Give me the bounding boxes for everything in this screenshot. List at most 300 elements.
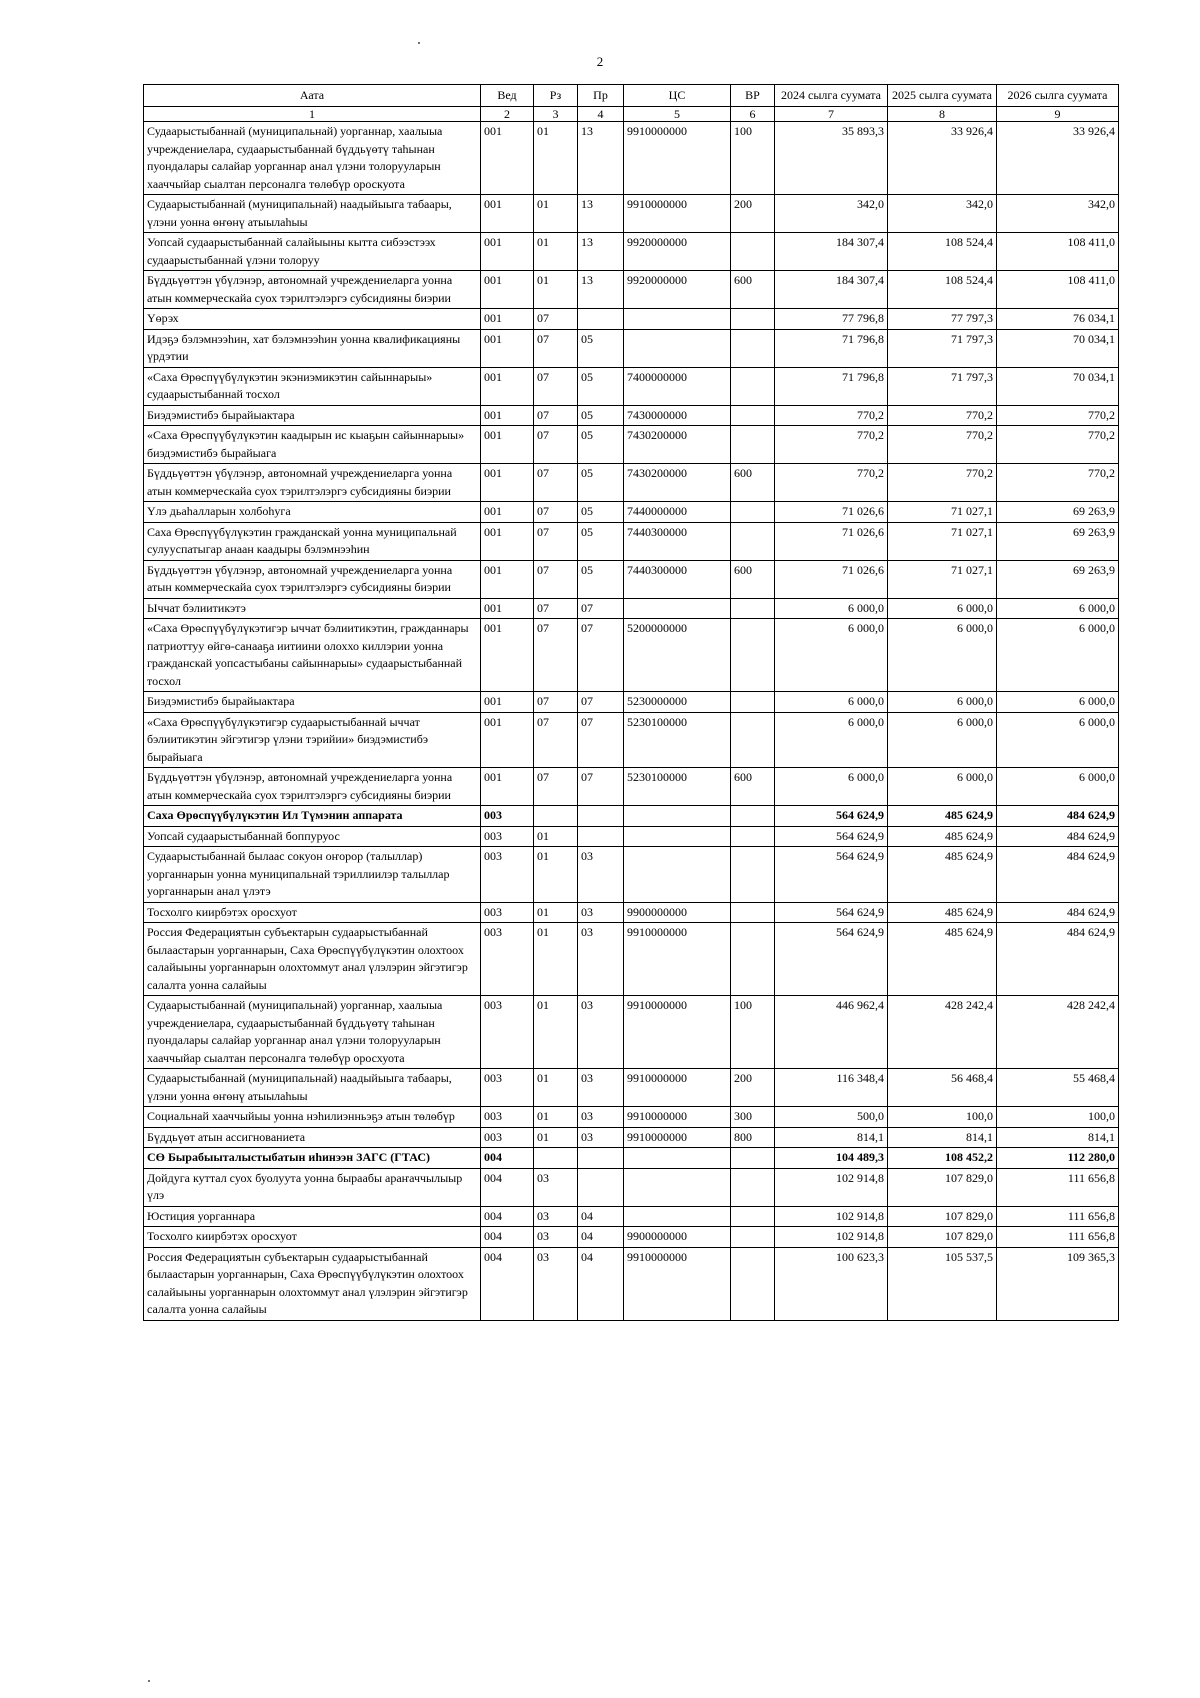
cell-cs xyxy=(624,329,731,367)
cell-pr: 13 xyxy=(578,271,624,309)
cell-2026: 55 468,4 xyxy=(997,1069,1119,1107)
cell-2026: 100,0 xyxy=(997,1107,1119,1128)
cell-name: Судаарыстыбаннай былаас сокуон оҥорор (талыллар) уорганнарын уонна муниципальнай тэриллиилэр талыллар уорганнарын анал үлэтэ xyxy=(144,847,481,903)
cell-ved: 001 xyxy=(481,367,534,405)
cell-2025: 6 000,0 xyxy=(888,598,997,619)
cell-ved: 001 xyxy=(481,768,534,806)
cell-ved: 001 xyxy=(481,619,534,692)
cell-2025: 814,1 xyxy=(888,1127,997,1148)
header-row xyxy=(144,85,1119,107)
cell-cs xyxy=(624,1206,731,1227)
cell-ved: 001 xyxy=(481,598,534,619)
cell-2026: 484 624,9 xyxy=(997,902,1119,923)
cell-2025: 107 829,0 xyxy=(888,1227,997,1248)
cell-vr xyxy=(731,598,775,619)
cell-rz: 07 xyxy=(534,502,578,523)
header-pr: Пр xyxy=(578,85,624,107)
cell-ved: 001 xyxy=(481,309,534,330)
cell-cs: 9920000000 xyxy=(624,271,731,309)
cell-name: Дойдуга куттал суох буолуута уонна быраабы араҥаччылыыр үлэ xyxy=(144,1168,481,1206)
cell-name: Уопсай судаарыстыбаннай салайыыны кытта сибээстээх судаарыстыбаннай үлэни толоруу xyxy=(144,233,481,271)
cell-name: Бүддьүөттэн үбүлэнэр, автономнай учреждениеларга уонна атын коммерческайа суох тэрилтэлэргэ субсидияны биэрии xyxy=(144,560,481,598)
cell-ved: 001 xyxy=(481,692,534,713)
cell-ved: 001 xyxy=(481,271,534,309)
cell-2026: 33 926,4 xyxy=(997,122,1119,195)
cell-pr: 03 xyxy=(578,1069,624,1107)
cell-2024: 71 796,8 xyxy=(775,367,888,405)
cell-pr: 04 xyxy=(578,1227,624,1248)
cell-rz: 07 xyxy=(534,692,578,713)
cell-cs: 9910000000 xyxy=(624,1247,731,1320)
cell-cs: 5230100000 xyxy=(624,768,731,806)
cell-2025: 105 537,5 xyxy=(888,1247,997,1320)
cell-2024: 104 489,3 xyxy=(775,1148,888,1169)
cell-pr xyxy=(578,1168,624,1206)
cell-2026: 770,2 xyxy=(997,464,1119,502)
table-row xyxy=(144,195,1119,233)
cell-2026: 342,0 xyxy=(997,195,1119,233)
cell-2026: 6 000,0 xyxy=(997,619,1119,692)
cell-vr: 600 xyxy=(731,560,775,598)
cell-2026: 108 411,0 xyxy=(997,233,1119,271)
cell-vr xyxy=(731,692,775,713)
cell-name: Юстиция уорганнара xyxy=(144,1206,481,1227)
header-2024: 2024 сылга суумата xyxy=(775,85,888,107)
cell-2025: 71 797,3 xyxy=(888,367,997,405)
cell-2024: 446 962,4 xyxy=(775,996,888,1069)
header-ved: Вед xyxy=(481,85,534,107)
cell-ved: 001 xyxy=(481,712,534,768)
cell-pr: 13 xyxy=(578,233,624,271)
cell-2026: 484 624,9 xyxy=(997,826,1119,847)
cell-vr xyxy=(731,712,775,768)
cell-vr xyxy=(731,1206,775,1227)
cell-rz: 01 xyxy=(534,902,578,923)
cell-pr xyxy=(578,826,624,847)
column-number: 4 xyxy=(578,107,624,122)
cell-name: Саха Өрөспүүбүлүкэтин Ил Түмэнин аппарата xyxy=(144,806,481,827)
cell-2026: 111 656,8 xyxy=(997,1168,1119,1206)
cell-ved: 003 xyxy=(481,923,534,996)
cell-pr: 07 xyxy=(578,768,624,806)
cell-2025: 770,2 xyxy=(888,405,997,426)
cell-vr: 100 xyxy=(731,996,775,1069)
cell-ved: 004 xyxy=(481,1227,534,1248)
cell-cs xyxy=(624,1168,731,1206)
cell-name: Судаарыстыбаннай (муниципальнай) уорганнар, хаалыыа учреждениелара, судаарыстыбаннай бүддьүөтү таһынан пуондалары салайар уорганнар анал үлэни толорууларын хааччыйар сыалтан персоналга төлөбүр ороскуота xyxy=(144,122,481,195)
cell-2025: 485 624,9 xyxy=(888,806,997,827)
cell-2026: 69 263,9 xyxy=(997,560,1119,598)
cell-name: Социальнай хааччыйыы уонна нэһилиэнньэҕэ атын төлөбүр xyxy=(144,1107,481,1128)
table-row xyxy=(144,309,1119,330)
column-number: 1 xyxy=(144,107,481,122)
cell-rz: 01 xyxy=(534,826,578,847)
cell-cs: 7440300000 xyxy=(624,522,731,560)
cell-pr: 05 xyxy=(578,329,624,367)
cell-2024: 102 914,8 xyxy=(775,1206,888,1227)
cell-cs: 9910000000 xyxy=(624,996,731,1069)
cell-ved: 003 xyxy=(481,1127,534,1148)
cell-rz: 01 xyxy=(534,122,578,195)
cell-2025: 108 524,4 xyxy=(888,233,997,271)
cell-vr: 300 xyxy=(731,1107,775,1128)
cell-ved: 004 xyxy=(481,1168,534,1206)
cell-2024: 6 000,0 xyxy=(775,768,888,806)
cell-2024: 500,0 xyxy=(775,1107,888,1128)
cell-2024: 342,0 xyxy=(775,195,888,233)
table-row xyxy=(144,560,1119,598)
cell-2024: 102 914,8 xyxy=(775,1168,888,1206)
cell-cs: 7440300000 xyxy=(624,560,731,598)
cell-vr xyxy=(731,1227,775,1248)
cell-pr xyxy=(578,1148,624,1169)
budget-table xyxy=(143,84,1119,1321)
cell-name: СӨ Бырабыыталыстыбатын иһинээн ЗАГС (ГТАС) xyxy=(144,1148,481,1169)
cell-2026: 108 411,0 xyxy=(997,271,1119,309)
cell-rz: 07 xyxy=(534,309,578,330)
cell-2026: 111 656,8 xyxy=(997,1227,1119,1248)
cell-pr: 03 xyxy=(578,1127,624,1148)
cell-rz: 07 xyxy=(534,712,578,768)
table-row xyxy=(144,923,1119,996)
cell-cs: 7430200000 xyxy=(624,464,731,502)
cell-vr xyxy=(731,502,775,523)
cell-2025: 33 926,4 xyxy=(888,122,997,195)
cell-pr xyxy=(578,309,624,330)
cell-ved: 004 xyxy=(481,1247,534,1320)
table-row xyxy=(144,1227,1119,1248)
cell-cs xyxy=(624,806,731,827)
cell-vr xyxy=(731,923,775,996)
cell-ved: 001 xyxy=(481,522,534,560)
cell-2025: 6 000,0 xyxy=(888,692,997,713)
cell-2026: 6 000,0 xyxy=(997,712,1119,768)
cell-2024: 71 026,6 xyxy=(775,522,888,560)
column-number: 5 xyxy=(624,107,731,122)
cell-pr: 13 xyxy=(578,122,624,195)
cell-rz: 03 xyxy=(534,1168,578,1206)
cell-vr xyxy=(731,619,775,692)
cell-pr: 05 xyxy=(578,367,624,405)
cell-ved: 003 xyxy=(481,1069,534,1107)
cell-2025: 71 797,3 xyxy=(888,329,997,367)
table-row xyxy=(144,806,1119,827)
cell-pr: 04 xyxy=(578,1247,624,1320)
header-name: Аата xyxy=(144,85,481,107)
cell-ved: 001 xyxy=(481,405,534,426)
cell-cs xyxy=(624,309,731,330)
cell-2024: 564 624,9 xyxy=(775,923,888,996)
cell-vr xyxy=(731,405,775,426)
cell-2025: 71 027,1 xyxy=(888,522,997,560)
cell-rz: 07 xyxy=(534,598,578,619)
header-2026: 2026 сылга суумата xyxy=(997,85,1119,107)
cell-2026: 109 365,3 xyxy=(997,1247,1119,1320)
cell-ved: 001 xyxy=(481,122,534,195)
cell-2025: 6 000,0 xyxy=(888,768,997,806)
cell-2026: 111 656,8 xyxy=(997,1206,1119,1227)
cell-name: Россия Федерациятын субъектарын судаарыстыбаннай былаастарын уорганнарын, Саха Өрөспүүбүлүкэтин олохтоох салайыыны уорганнарын олохтоммут анал үлэлэрин эйгэтигэр салалта уонна салайыы xyxy=(144,1247,481,1320)
table-row xyxy=(144,1107,1119,1128)
cell-2025: 100,0 xyxy=(888,1107,997,1128)
cell-vr xyxy=(731,1148,775,1169)
table-row xyxy=(144,1148,1119,1169)
cell-2026: 70 034,1 xyxy=(997,367,1119,405)
cell-2025: 770,2 xyxy=(888,426,997,464)
cell-pr: 03 xyxy=(578,847,624,903)
table-row xyxy=(144,1247,1119,1320)
cell-2026: 70 034,1 xyxy=(997,329,1119,367)
cell-2025: 71 027,1 xyxy=(888,502,997,523)
cell-ved: 003 xyxy=(481,826,534,847)
table-row xyxy=(144,619,1119,692)
cell-2024: 564 624,9 xyxy=(775,826,888,847)
cell-name: Үөрэх xyxy=(144,309,481,330)
cell-cs: 5230100000 xyxy=(624,712,731,768)
cell-pr: 05 xyxy=(578,502,624,523)
table-row xyxy=(144,367,1119,405)
cell-2024: 6 000,0 xyxy=(775,598,888,619)
cell-2025: 428 242,4 xyxy=(888,996,997,1069)
cell-2024: 6 000,0 xyxy=(775,619,888,692)
cell-pr: 05 xyxy=(578,426,624,464)
table-row xyxy=(144,712,1119,768)
cell-2024: 770,2 xyxy=(775,426,888,464)
cell-pr xyxy=(578,806,624,827)
table-row xyxy=(144,502,1119,523)
table-row xyxy=(144,464,1119,502)
cell-name: Бүддьүөт атын ассигнованиета xyxy=(144,1127,481,1148)
cell-vr xyxy=(731,233,775,271)
cell-2024: 184 307,4 xyxy=(775,233,888,271)
cell-2025: 56 468,4 xyxy=(888,1069,997,1107)
header-vr: ВР xyxy=(731,85,775,107)
cell-rz xyxy=(534,806,578,827)
cell-2024: 77 796,8 xyxy=(775,309,888,330)
cell-2025: 6 000,0 xyxy=(888,712,997,768)
table-row xyxy=(144,522,1119,560)
cell-rz: 03 xyxy=(534,1247,578,1320)
cell-rz: 01 xyxy=(534,1069,578,1107)
cell-2024: 71 026,6 xyxy=(775,560,888,598)
cell-2024: 184 307,4 xyxy=(775,271,888,309)
cell-rz: 03 xyxy=(534,1227,578,1248)
column-number: 6 xyxy=(731,107,775,122)
cell-pr: 07 xyxy=(578,619,624,692)
cell-pr: 13 xyxy=(578,195,624,233)
cell-2024: 564 624,9 xyxy=(775,847,888,903)
cell-vr: 600 xyxy=(731,464,775,502)
cell-vr: 200 xyxy=(731,1069,775,1107)
table-row xyxy=(144,1069,1119,1107)
cell-2024: 814,1 xyxy=(775,1127,888,1148)
cell-pr: 03 xyxy=(578,1107,624,1128)
cell-rz: 01 xyxy=(534,996,578,1069)
cell-2024: 100 623,3 xyxy=(775,1247,888,1320)
cell-ved: 003 xyxy=(481,847,534,903)
cell-2025: 770,2 xyxy=(888,464,997,502)
cell-pr: 03 xyxy=(578,996,624,1069)
cell-ved: 003 xyxy=(481,806,534,827)
cell-name: Тосхолго киирбэтэх оросхуот xyxy=(144,902,481,923)
cell-rz: 07 xyxy=(534,768,578,806)
table-row xyxy=(144,329,1119,367)
cell-2026: 484 624,9 xyxy=(997,806,1119,827)
column-number-row xyxy=(144,107,1119,122)
cell-cs: 7440000000 xyxy=(624,502,731,523)
header-2025: 2025 сылга суумата xyxy=(888,85,997,107)
table-row xyxy=(144,768,1119,806)
cell-cs: 9900000000 xyxy=(624,902,731,923)
cell-2024: 6 000,0 xyxy=(775,692,888,713)
table-row xyxy=(144,692,1119,713)
cell-name: Судаарыстыбаннай (муниципальнай) уорганнар, хаалыыа учреждениелара, судаарыстыбаннай бүддьүөтү таһынан пуондалары салайар уорганнар анал үлэни толорууларын хааччыйар сыалтан персоналга төлөбүр оросхуота xyxy=(144,996,481,1069)
table-row xyxy=(144,1168,1119,1206)
cell-pr: 05 xyxy=(578,405,624,426)
header-cs: ЦС xyxy=(624,85,731,107)
cell-cs: 7430000000 xyxy=(624,405,731,426)
cell-vr xyxy=(731,309,775,330)
cell-vr xyxy=(731,1168,775,1206)
cell-cs: 9910000000 xyxy=(624,122,731,195)
cell-name: Идэҕэ бэлэмнээһин, хат бэлэмнээһин уонна квалификацияны үрдэтии xyxy=(144,329,481,367)
cell-2024: 564 624,9 xyxy=(775,902,888,923)
table-row xyxy=(144,426,1119,464)
cell-name: Саха Өрөспүүбүлүкэтин гражданскай уонна муниципальнай сулууспатыгар анаан каадыры бэлэмнээһин xyxy=(144,522,481,560)
cell-2026: 770,2 xyxy=(997,426,1119,464)
cell-cs: 5200000000 xyxy=(624,619,731,692)
cell-rz: 07 xyxy=(534,464,578,502)
cell-2025: 485 624,9 xyxy=(888,826,997,847)
cell-name: «Саха Өрөспүүбүлүкэтигэр судаарыстыбаннай ыччат бэлиитикэтин эйгэтигэр үлэни тэрийии» биэдэмистибэ бырайыага xyxy=(144,712,481,768)
cell-vr xyxy=(731,847,775,903)
cell-cs: 9910000000 xyxy=(624,923,731,996)
column-number: 9 xyxy=(997,107,1119,122)
cell-cs: 5230000000 xyxy=(624,692,731,713)
cell-rz: 01 xyxy=(534,923,578,996)
table-row xyxy=(144,405,1119,426)
cell-2025: 77 797,3 xyxy=(888,309,997,330)
cell-2026: 814,1 xyxy=(997,1127,1119,1148)
cell-vr xyxy=(731,426,775,464)
cell-ved: 001 xyxy=(481,502,534,523)
table-row xyxy=(144,598,1119,619)
cell-cs: 9910000000 xyxy=(624,1107,731,1128)
cell-vr xyxy=(731,522,775,560)
cell-rz: 03 xyxy=(534,1206,578,1227)
cell-ved: 003 xyxy=(481,1107,534,1128)
table-row xyxy=(144,271,1119,309)
cell-2024: 770,2 xyxy=(775,405,888,426)
cell-vr: 600 xyxy=(731,768,775,806)
table-body xyxy=(144,122,1119,1321)
cell-pr: 04 xyxy=(578,1206,624,1227)
cell-ved: 004 xyxy=(481,1206,534,1227)
cell-vr: 200 xyxy=(731,195,775,233)
header-rz: Рз xyxy=(534,85,578,107)
cell-2026: 484 624,9 xyxy=(997,847,1119,903)
cell-cs xyxy=(624,598,731,619)
cell-pr: 07 xyxy=(578,712,624,768)
table-row xyxy=(144,847,1119,903)
cell-2026: 484 624,9 xyxy=(997,923,1119,996)
column-number: 2 xyxy=(481,107,534,122)
column-number: 8 xyxy=(888,107,997,122)
cell-rz: 07 xyxy=(534,329,578,367)
cell-rz: 07 xyxy=(534,426,578,464)
cell-name: Судаарыстыбаннай (муниципальнай) наадыйыыга табаары, үлэни уонна өҥөнү атыылаһыы xyxy=(144,1069,481,1107)
cell-2025: 108 452,2 xyxy=(888,1148,997,1169)
cell-name: Биэдэмистибэ бырайыактара xyxy=(144,405,481,426)
cell-ved: 001 xyxy=(481,560,534,598)
table-row xyxy=(144,1127,1119,1148)
cell-2026: 112 280,0 xyxy=(997,1148,1119,1169)
cell-2025: 6 000,0 xyxy=(888,619,997,692)
cell-2024: 116 348,4 xyxy=(775,1069,888,1107)
cell-name: Үлэ дьаһалларын холбоһуга xyxy=(144,502,481,523)
cell-2024: 102 914,8 xyxy=(775,1227,888,1248)
cell-2024: 564 624,9 xyxy=(775,806,888,827)
cell-vr xyxy=(731,1247,775,1320)
cell-2025: 485 624,9 xyxy=(888,923,997,996)
cell-2026: 76 034,1 xyxy=(997,309,1119,330)
table-row xyxy=(144,122,1119,195)
cell-2025: 485 624,9 xyxy=(888,847,997,903)
table-row xyxy=(144,1206,1119,1227)
cell-2024: 770,2 xyxy=(775,464,888,502)
cell-cs xyxy=(624,1148,731,1169)
cell-2025: 107 829,0 xyxy=(888,1206,997,1227)
cell-rz: 01 xyxy=(534,195,578,233)
cell-rz: 07 xyxy=(534,405,578,426)
cell-name: Биэдэмистибэ бырайыактара xyxy=(144,692,481,713)
cell-rz: 01 xyxy=(534,271,578,309)
cell-2025: 107 829,0 xyxy=(888,1168,997,1206)
cell-cs xyxy=(624,847,731,903)
cell-ved: 003 xyxy=(481,996,534,1069)
cell-cs: 9910000000 xyxy=(624,1069,731,1107)
cell-ved: 001 xyxy=(481,329,534,367)
cell-vr xyxy=(731,806,775,827)
column-number: 7 xyxy=(775,107,888,122)
cell-2024: 71 796,8 xyxy=(775,329,888,367)
cell-pr: 07 xyxy=(578,692,624,713)
cell-2025: 108 524,4 xyxy=(888,271,997,309)
cell-cs: 7430200000 xyxy=(624,426,731,464)
cell-2024: 71 026,6 xyxy=(775,502,888,523)
cell-rz: 07 xyxy=(534,367,578,405)
cell-2025: 485 624,9 xyxy=(888,902,997,923)
cell-vr: 600 xyxy=(731,271,775,309)
cell-name: Уопсай судаарыстыбаннай боппуруос xyxy=(144,826,481,847)
cell-pr: 05 xyxy=(578,522,624,560)
column-number: 3 xyxy=(534,107,578,122)
cell-name: «Саха Өрөспүүбүлүкэтин экэниэмикэтин сайыннарыы» судаарыстыбаннай тосхол xyxy=(144,367,481,405)
cell-cs: 9910000000 xyxy=(624,1127,731,1148)
page-number: 2 xyxy=(596,54,604,69)
cell-2024: 6 000,0 xyxy=(775,712,888,768)
cell-pr: 07 xyxy=(578,598,624,619)
cell-vr xyxy=(731,826,775,847)
cell-name: Россия Федерациятын субъектарын судаарыстыбаннай былаастарын уорганнарын, Саха Өрөспүүбүлүкэтин олохтоох салайыыны уорганнарын олохтоммут анал үлэлэрин эйгэтигэр салалта уонна салайыы xyxy=(144,923,481,996)
cell-name: Бүддьүөттэн үбүлэнэр, автономнай учреждениеларга уонна атын коммерческайа суох тэрилтэлэргэ субсидияны биэрии xyxy=(144,768,481,806)
cell-ved: 001 xyxy=(481,233,534,271)
cell-2026: 6 000,0 xyxy=(997,768,1119,806)
cell-pr: 03 xyxy=(578,923,624,996)
cell-ved: 004 xyxy=(481,1148,534,1169)
cell-cs: 9900000000 xyxy=(624,1227,731,1248)
cell-rz: 01 xyxy=(534,1127,578,1148)
